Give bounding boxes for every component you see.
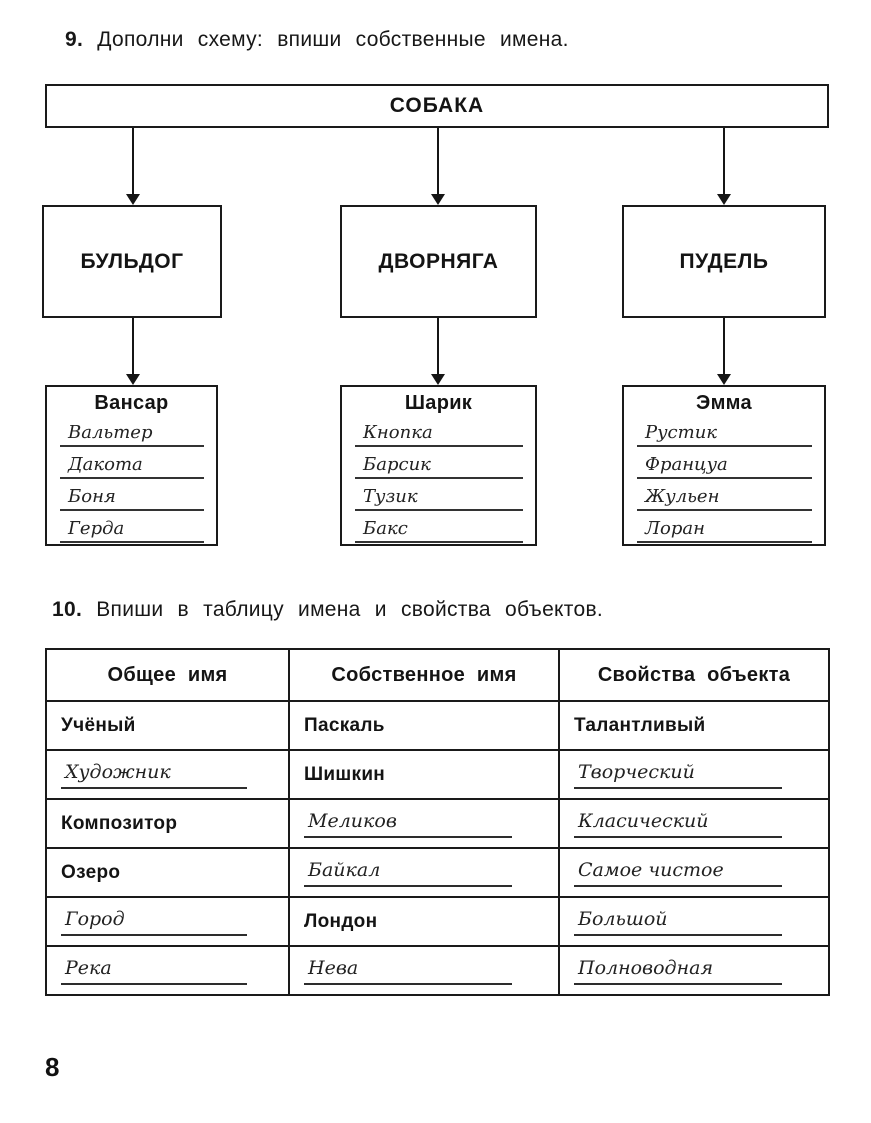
col-header-common-name: Общее имя [46,649,289,701]
category-box-dvornyaga [340,205,537,318]
written-dog-name: Вальтер [60,419,204,447]
cell-text: Учёный [61,714,136,736]
table-row [46,750,829,799]
task10-title-text: Впиши в таблицу имена и свойства объектов. [96,598,604,621]
written-dog-name: Барсик [355,451,523,479]
handwritten-answer: Художник [61,761,247,789]
names-box-pudel [622,385,826,546]
task9-number: 9. [65,28,84,51]
cell-proper-name [289,897,559,946]
cell-proper-name [289,946,559,995]
arrow-root-to-pudel [717,128,731,205]
arrow-root-to-buldog [126,128,140,205]
task9-title [65,28,569,52]
cell-proper-name [289,701,559,750]
table-row [46,701,829,750]
cell-object-property [559,848,829,897]
written-dog-name: Герда [60,515,204,543]
cell-common-name [46,897,289,946]
printed-dog-name: Вансар [94,392,169,414]
handwritten-answer: Творческий [574,761,782,789]
cell-common-name [46,946,289,995]
written-dog-name: Тузик [355,483,523,511]
col-header-proper-name: Собственное имя [289,649,559,701]
written-dog-name: Лоран [637,515,812,543]
col-header-object-properties: Свойства объекта [559,649,829,701]
handwritten-answer: Город [61,908,247,936]
handwritten-answer: Река [61,957,247,985]
names-box-dvornyaga [340,385,537,546]
table-row [46,799,829,848]
arrow-pudel-to-names [717,318,731,385]
page-number: 8 [45,1052,60,1082]
table-row [46,897,829,946]
category-box-pudel [622,205,826,318]
table-row [46,848,829,897]
handwritten-answer: Меликов [304,810,512,838]
cell-proper-name [289,848,559,897]
task10-title [52,598,603,622]
handwritten-answer: Байкал [304,859,512,887]
category-label: ДВОРНЯГА [378,249,499,273]
category-label: ПУДЕЛЬ [679,249,769,273]
cell-text: Композитор [61,812,178,834]
written-dog-name: Бакс [355,515,523,543]
handwritten-answer: Большой [574,908,782,936]
printed-dog-name: Эмма [696,392,752,414]
written-dog-name: Боня [60,483,204,511]
printed-dog-name: Шарик [404,392,473,414]
task10-number: 10. [52,598,83,621]
handwritten-answer: Класический [574,810,782,838]
cell-text: Шишкин [304,763,386,785]
arrow-buldog-to-names [126,318,140,385]
cell-common-name [46,701,289,750]
cell-object-property [559,701,829,750]
objects-table [45,648,830,996]
names-box-buldog [45,385,218,546]
handwritten-answer: Нева [304,957,512,985]
handwritten-answer: Полноводная [574,957,782,985]
scheme-root-box [45,84,829,128]
scheme-root-label: СОБАКА [389,94,485,117]
cell-proper-name [289,799,559,848]
table-row [46,946,829,995]
cell-text: Паскаль [304,714,385,736]
task9-title-text: Дополни схему: впиши собственные имена. [97,28,569,51]
cell-common-name [46,799,289,848]
handwritten-answer: Самое чистое [574,859,782,887]
written-dog-name: Кнопка [355,419,523,447]
cell-text: Талантливый [574,714,706,736]
written-dog-name: Жульен [637,483,812,511]
cell-object-property [559,897,829,946]
cell-proper-name [289,750,559,799]
category-label: БУЛЬДОГ [80,249,184,273]
cell-object-property [559,750,829,799]
written-dog-name: Француа [637,451,812,479]
cell-common-name [46,750,289,799]
cell-text: Лондон [304,910,378,932]
cell-object-property [559,799,829,848]
written-dog-name: Дакота [60,451,204,479]
table-header-row [46,649,829,701]
cell-common-name [46,848,289,897]
category-box-buldog [42,205,222,318]
cell-object-property [559,946,829,995]
cell-text: Озеро [61,861,121,883]
arrow-root-to-dvornyaga [431,128,445,205]
written-dog-name: Рустик [637,419,812,447]
arrow-dvornyaga-to-names [431,318,445,385]
